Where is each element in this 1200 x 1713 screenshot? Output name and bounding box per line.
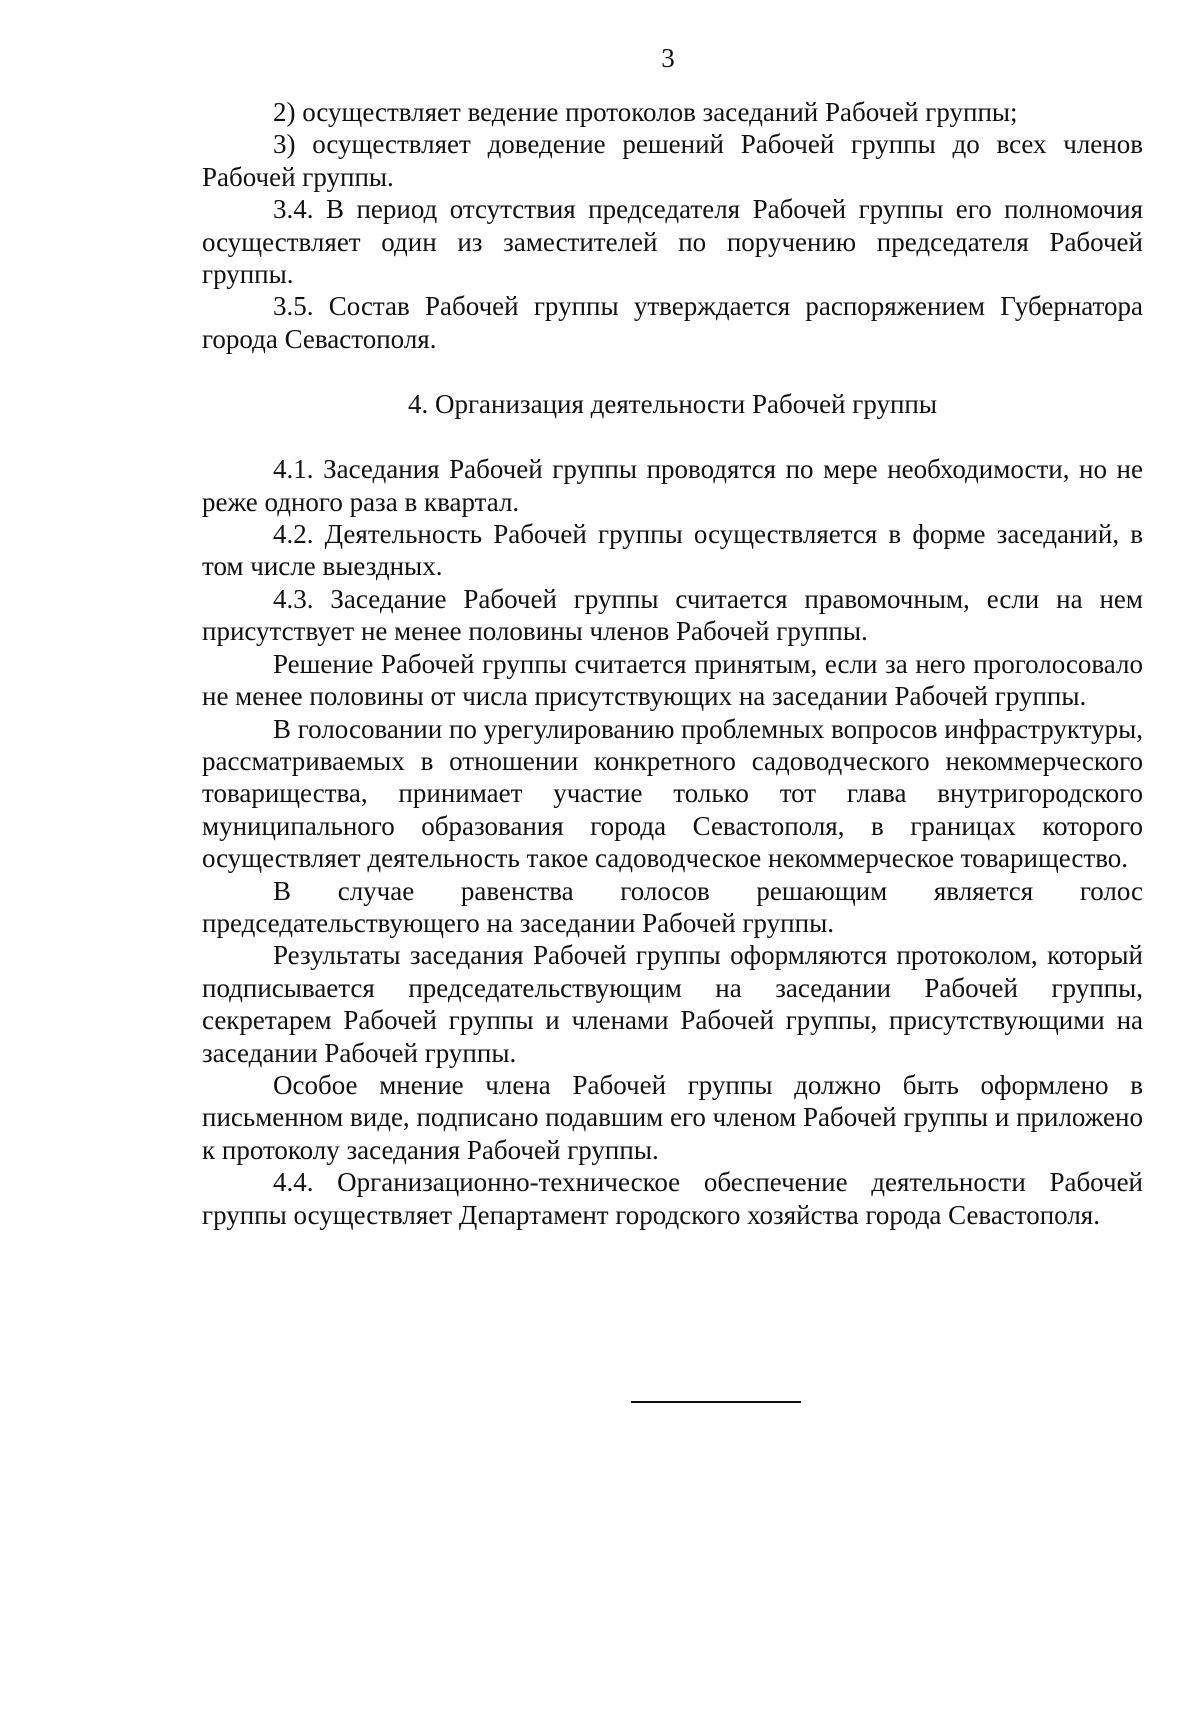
paragraph-4-4: 4.4. Организационно-техническое обеспечение деятельности Рабочей группы осуществляет Департамент городского хозяйства города Севастополя. [202,1167,1143,1230]
document-body [202,96,1143,1231]
paragraph-3-4: 3.4. В период отсутствия председателя Рабочей группы его полномочия осуществляет один из заместителей по поручению председателя Рабочей группы. [202,194,1143,290]
paragraph-4-1: 4.1. Заседания Рабочей группы проводятся по мере необходимости, но не реже одного раза в квартал. [202,454,1143,517]
paragraph-3-2: 2) осуществляет ведение протоколов заседаний Рабочей группы; [273,97,1018,127]
paragraph-3-5: 3.5. Состав Рабочей группы утверждается распоряжением Губернатора города Севастополя. [202,291,1143,354]
paragraph-dissent: Особое мнение члена Рабочей группы должно быть оформлено в письменном виде, подписано подавшим его членом Рабочей группы и приложено к протоколу заседания Рабочей группы. [202,1069,1143,1165]
paragraph-4-2: 4.2. Деятельность Рабочей группы осуществляется в форме заседаний, в том числе выездных. [202,519,1143,582]
paragraph-4-3: 4.3. Заседание Рабочей группы считается правомочным, если на нем присутствует не менее половины членов Рабочей группы. [202,583,1143,647]
paragraph-3-3: 3) осуществляет доведение решений Рабочей группы до всех членов Рабочей группы. [202,129,1143,192]
paragraph-decision: Решение Рабочей группы считается принятым, если за него проголосовало не менее половины от числа присутствующих на заседании Рабочей группы. [202,648,1143,712]
page-number: 3 [661,43,675,73]
paragraph-tie-vote: В случае равенства голосов решающим является голос председательствующего на заседании Рабочей группы. [202,875,1143,938]
paragraph-results: Результаты заседания Рабочей группы оформляются протоколом, который подписывается председательствующим на заседании Рабочей группы, секретарем Рабочей группы и членами Рабочей группы, присутствующими на заседании Рабочей группы. [202,940,1143,1068]
closing-divider-line [631,1401,801,1403]
paragraph-voting: В голосовании по урегулированию проблемных вопросов инфраструктуры, рассматриваемых в отношении конкретного садоводческого некоммерческого товарищества, принимает участие только тот глава внутригородского муниципального образования города Севастополя, в границах которого осуществляет деятельность такое садоводческое некоммерческое товарищество. [202,713,1143,874]
section-4-heading: 4. Организация деятельности Рабочей группы [407,389,938,420]
